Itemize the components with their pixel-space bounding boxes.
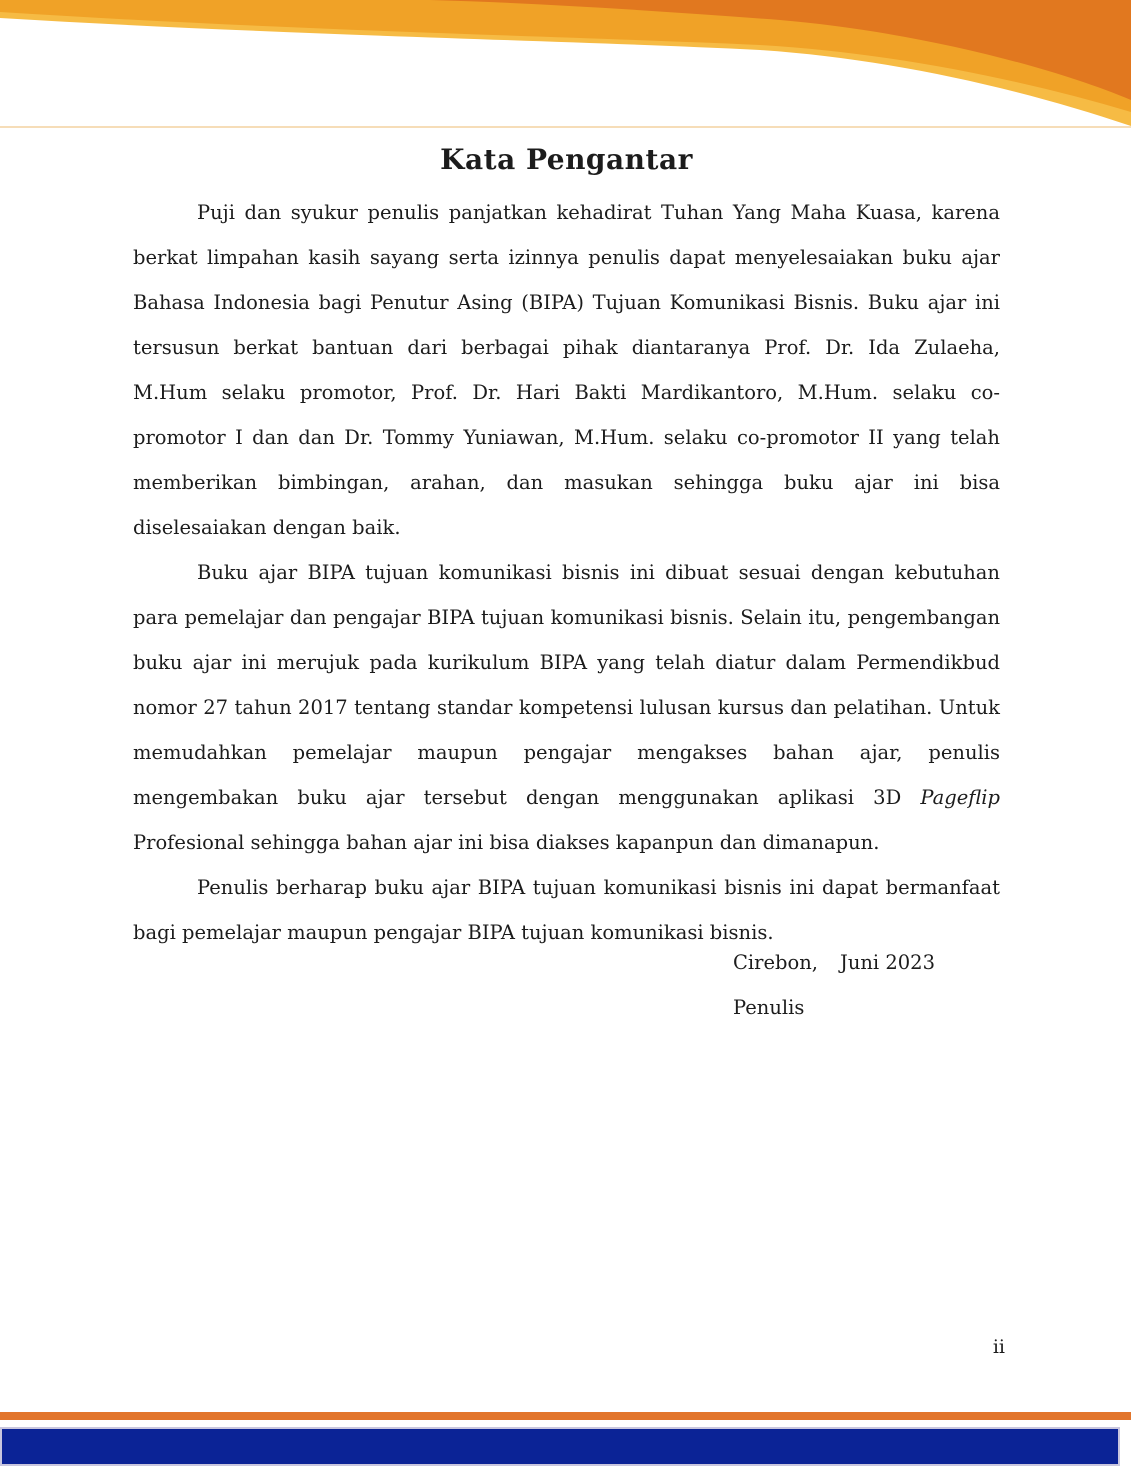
- signature-block: [733, 940, 935, 1030]
- signature-place: Cirebon,: [733, 951, 818, 974]
- header-hairline: [0, 126, 1131, 128]
- signature-date: Juni 2023: [840, 951, 935, 974]
- footer-orange-bar: [0, 1412, 1131, 1420]
- footer-blue-bar: [0, 1427, 1120, 1466]
- paragraph-1: Puji dan syukur penulis panjatkan kehadirat Tuhan Yang Maha Kuasa, karena berkat limpahan kasih sayang serta izinnya penulis dapat menyelesaiakan buku ajar Bahasa Indonesia bagi Penutur Asing (BIPA) Tujuan Komunikasi Bisnis. Buku ajar ini tersusun berkat bantuan dari berbagai pihak diantaranya Prof. Dr. Ida Zulaeha, M.Hum selaku promotor, Prof. Dr. Hari Bakti Mardikantoro, M.Hum. selaku co-promotor I dan dan Dr. Tommy Yuniawan, M.Hum. selaku co-promotor II yang telah memberikan bimbingan, arahan, dan masukan sehingga buku ajar ini bisa diselesaiakan dengan baik.: [133, 201, 1000, 539]
- pageflip-italic-text: Pageflip: [920, 786, 1000, 809]
- main-content: [133, 138, 1000, 955]
- paragraph-2: [133, 550, 1000, 865]
- paragraph-2-text-before: Buku ajar BIPA tujuan komunikasi bisnis ini dibuat sesuai dengan kebutuhan para pemelajar dan pengajar BIPA tujuan komunikasi bisnis. Selain itu, pengembangan buku ajar ini merujuk pada kurikulum BIPA yang telah diatur dalam Permendikbud nomor 27 tahun 2017 tentang standar kompetensi lulusan kursus dan pelatihan. Untuk memudahkan pemelajar maupun pengajar mengakses bahan ajar, penulis mengembakan buku ajar tersebut dengan menggunakan aplikasi 3D: [133, 561, 1000, 809]
- paragraph-3: Penulis berharap buku ajar BIPA tujuan komunikasi bisnis ini dapat bermanfaat bagi pemelajar maupun pengajar BIPA tujuan komunikasi bisnis.: [133, 876, 1000, 944]
- header-swoosh-graphic: [0, 0, 1131, 128]
- signature-place-date-line: [733, 940, 935, 985]
- paragraph-2-text-after: Profesional sehingga bahan ajar ini bisa diakses kapanpun dan dimanapun.: [133, 831, 880, 854]
- signature-author: Penulis: [733, 996, 805, 1019]
- page-title: Kata Pengantar: [440, 143, 693, 176]
- page-number: ii: [992, 1336, 1005, 1358]
